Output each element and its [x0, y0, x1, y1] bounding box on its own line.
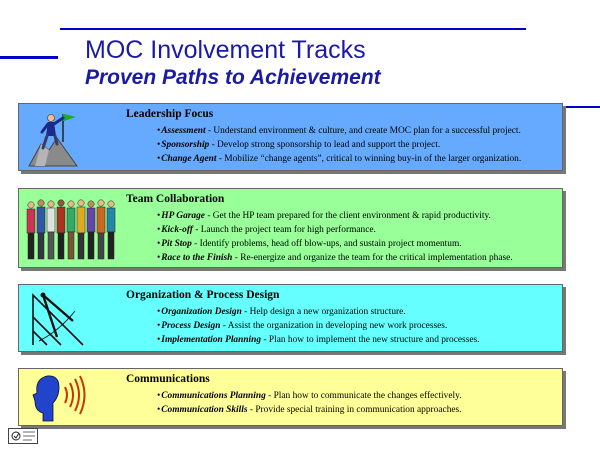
item-desc: - Assist the organization in developing new work processes. — [220, 321, 448, 331]
track-heading: Organization & Process Design — [126, 289, 280, 301]
speaking-head-icon — [29, 373, 87, 423]
track-heading: Leadership Focus — [126, 108, 214, 120]
item-desc: - Understand environment & culture, and create MOC plan for a successful project. — [205, 126, 521, 136]
list-item — [157, 251, 513, 265]
item-term: Assessment — [161, 126, 206, 136]
track-communications — [18, 368, 563, 426]
drafting-compass-icon — [29, 291, 85, 347]
left-rule — [0, 56, 58, 59]
item-desc: - Launch the project team for high performance. — [192, 225, 376, 235]
track-organization-process-design — [18, 284, 563, 352]
list-item — [157, 152, 521, 166]
item-term: Change Agent — [161, 154, 217, 164]
item-term: Kick-off — [161, 225, 193, 235]
list-item — [157, 333, 480, 347]
slide-title: MOC Involvement Tracks — [85, 36, 366, 64]
item-term: Organization Design — [161, 307, 242, 317]
item-desc: - Develop strong sponsorship to lead and support the project. — [209, 140, 441, 150]
item-term: Implementation Planning — [161, 335, 262, 345]
track-item-list — [157, 305, 480, 347]
item-term: Pit Stop — [161, 239, 192, 249]
list-item — [157, 237, 513, 251]
item-desc: - Re-energize and organize the team for the critical implementation phase. — [232, 253, 513, 263]
track-heading: Team Collaboration — [126, 193, 225, 205]
track-item-list — [157, 389, 462, 417]
track-item-list — [157, 209, 513, 265]
track-item-list — [157, 124, 521, 166]
right-rule — [562, 106, 600, 108]
track-leadership-focus — [18, 103, 563, 171]
item-desc: - Get the HP team prepared for the client environment & rapid productivity. — [204, 211, 491, 221]
track-heading: Communications — [126, 373, 210, 385]
top-rule — [60, 28, 526, 30]
item-desc: - Identify problems, head off blow-ups, and sustain project momentum. — [191, 239, 462, 249]
item-term: Sponsorship — [161, 140, 210, 150]
track-team-collaboration — [18, 188, 563, 268]
item-desc: - Plan how to communicate the changes effectively. — [265, 391, 462, 401]
item-desc: - Provide special training in communication approaches. — [247, 405, 462, 415]
list-item — [157, 403, 462, 417]
group-of-people-icon — [23, 195, 119, 263]
mountain-climber-icon — [27, 108, 79, 168]
slide-subtitle: Proven Paths to Achievement — [85, 66, 381, 89]
list-item — [157, 319, 480, 333]
list-item — [157, 223, 513, 237]
item-desc: - Help design a new organization structure. — [241, 307, 406, 317]
list-item — [157, 124, 521, 138]
item-term: Communication Skills — [161, 405, 248, 415]
item-term: HP Garage — [161, 211, 205, 221]
list-item — [157, 305, 480, 319]
list-item — [157, 138, 521, 152]
item-desc: - Mobilize “change agents”, critical to winning buy-in of the larger organization. — [216, 154, 522, 164]
item-term: Process Design — [161, 321, 221, 331]
item-term: Race to the Finish — [161, 253, 233, 263]
item-term: Communications Planning — [161, 391, 266, 401]
item-desc: - Plan how to implement the new structure and processes. — [261, 335, 480, 345]
slide-note-icon[interactable] — [8, 428, 38, 444]
list-item — [157, 389, 462, 403]
list-item — [157, 209, 513, 223]
